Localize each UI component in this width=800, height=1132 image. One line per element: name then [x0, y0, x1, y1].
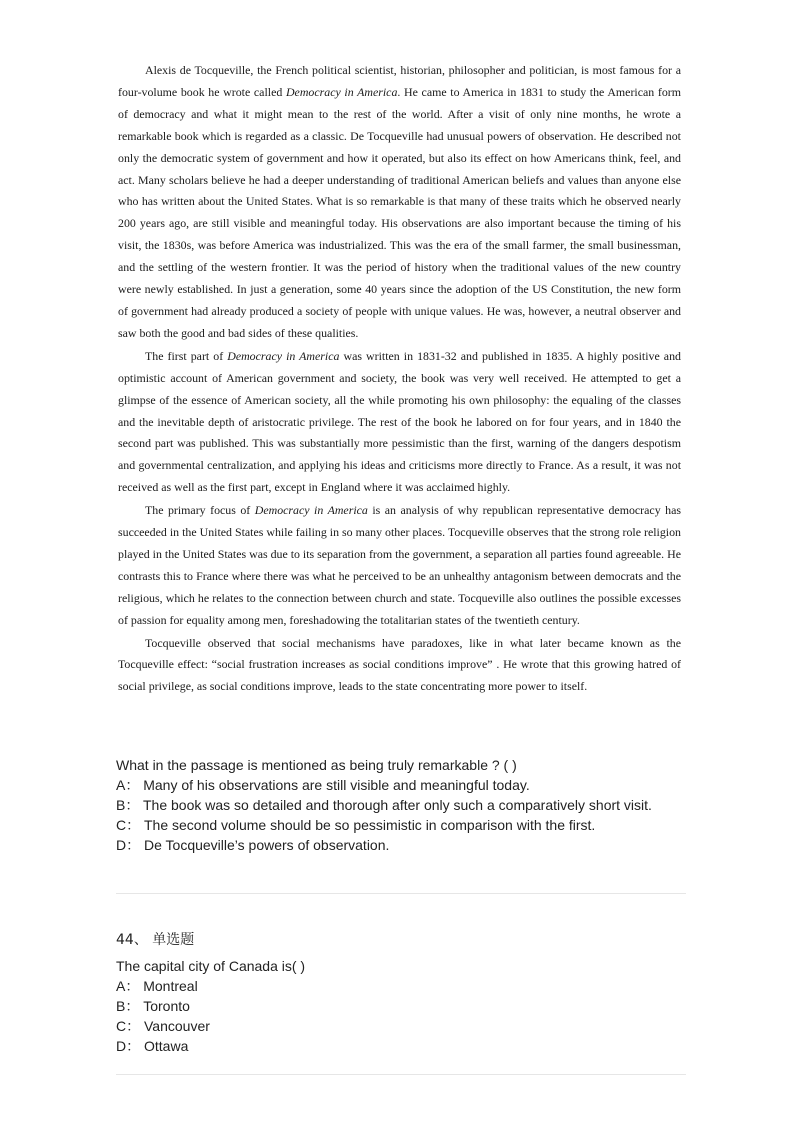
- option-label: B：: [116, 998, 144, 1014]
- question-type: 单选题: [152, 932, 195, 948]
- option-label: D：: [116, 1038, 144, 1054]
- question-2-header: [116, 930, 194, 950]
- option-c[interactable]: [116, 1016, 686, 1036]
- option-a[interactable]: [116, 775, 686, 795]
- option-text: De Tocqueville’s powers of observation.: [144, 837, 390, 853]
- option-text: Many of his observations are still visible and meaningful today.: [143, 777, 530, 793]
- option-d[interactable]: [116, 835, 686, 855]
- option-b[interactable]: [116, 996, 686, 1016]
- option-label: C：: [116, 1018, 144, 1034]
- option-d[interactable]: [116, 1036, 686, 1056]
- passage-paragraph-1: Alexis de Tocqueville, the French political scientist, historian, philosopher and politician, is most famous for a four-volume book he wrote called Democracy in America. He came to America in 1831 to study the American form of democracy and what it might mean to the rest of the world. After a visit of only nine months, he wrote a remarkable book which is regarded as a classic. De Tocqueville had unusual powers of observation. He described not only the democratic system of government and how it operated, but also its effect on how Americans think, feel, and act. Many scholars believe he had a deeper understanding of traditional American beliefs and values than anyone else who has written about the United States. What is so remarkable is that many of these traits which he observed nearly 200 years ago, are still visible and meaningful today. His observations are also important because the timing of his visit, the 1830s, was before America was industrialized. This was the era of the small farmer, the small businessman, and the settling of the western frontier. It was the period of history when the traditional values of the new country were newly established. In just a generation, some 40 years since the adoption of the US Constitution, the new form of government had already produced a society of people with unique values. He was, however, a neutral observer and saw both the good and bad sides of these qualities.: [118, 63, 681, 340]
- book-title: Democracy in America: [254, 503, 368, 518]
- question-number: 44、: [116, 932, 148, 948]
- option-text: Toronto: [143, 998, 190, 1014]
- option-b[interactable]: [116, 795, 686, 815]
- option-label: D：: [116, 837, 144, 853]
- question-text: What in the passage is mentioned as being truly remarkable ? ( ): [116, 757, 517, 773]
- passage-paragraph-4: Tocqueville observed that social mechanisms have paradoxes, like in what later became known as the Tocqueville effect: “social frustration increases as social conditions improve” . He wrote that this growing hatred of social privilege, as social conditions improve, leads to the state concentrating more power to itself.: [118, 635, 681, 694]
- option-label: B：: [116, 797, 143, 813]
- option-text: Ottawa: [144, 1038, 189, 1054]
- option-label: A：: [116, 777, 144, 793]
- reading-passage: [118, 60, 681, 698]
- divider: [116, 1074, 686, 1075]
- passage-paragraph-3: The primary focus of Democracy in America is an analysis of why republican representative democracy has succeeded in the United States while failing in so many other places. Tocqueville observes that the strong role religion played in the United States was due to its separation from the government, a separation all parties found agreeable. He contrasts this to France where there was what he perceived to be an unhealthy antagonism between democrats and the religious, which he relates to the connection between church and state. Tocqueville also outlines the possible excesses of passion for equality among men, foreshadowing the totalitarian states of the twentieth century.: [118, 503, 681, 627]
- option-a[interactable]: [116, 976, 686, 996]
- option-text: The book was so detailed and thorough after only such a comparatively short visit.: [142, 797, 652, 813]
- option-c[interactable]: [116, 815, 686, 835]
- option-text: Vancouver: [144, 1018, 210, 1034]
- book-title: Democracy in America: [227, 348, 340, 363]
- question-1: [116, 755, 686, 855]
- option-label: C：: [116, 817, 144, 833]
- question-2: [116, 956, 686, 1056]
- option-text: Montreal: [143, 978, 198, 994]
- divider: [116, 893, 686, 894]
- option-text: The second volume should be so pessimistic in comparison with the first.: [144, 817, 596, 833]
- option-label: A：: [116, 978, 144, 994]
- book-title: Democracy in America: [285, 84, 398, 99]
- question-text: The capital city of Canada is( ): [116, 958, 306, 974]
- passage-paragraph-2: The first part of Democracy in America was written in 1831-32 and published in 1835. A highly positive and optimistic account of American government and society, the book was very well received. He attempted to get a glimpse of the essence of American society, all the while promoting his own philosophy: the equaling of the classes and the inevitable depth of aristocratic privilege. The rest of the book he labored on for four years, and in 1840 the second part was published. This was substantially more pessimistic than the first, warning of the dangers despotism and governmental centralization, and applying his ideas and criticisms more directly to France. As a result, it was not received as well as the first part, except in England where it was acclaimed highly.: [118, 348, 681, 495]
